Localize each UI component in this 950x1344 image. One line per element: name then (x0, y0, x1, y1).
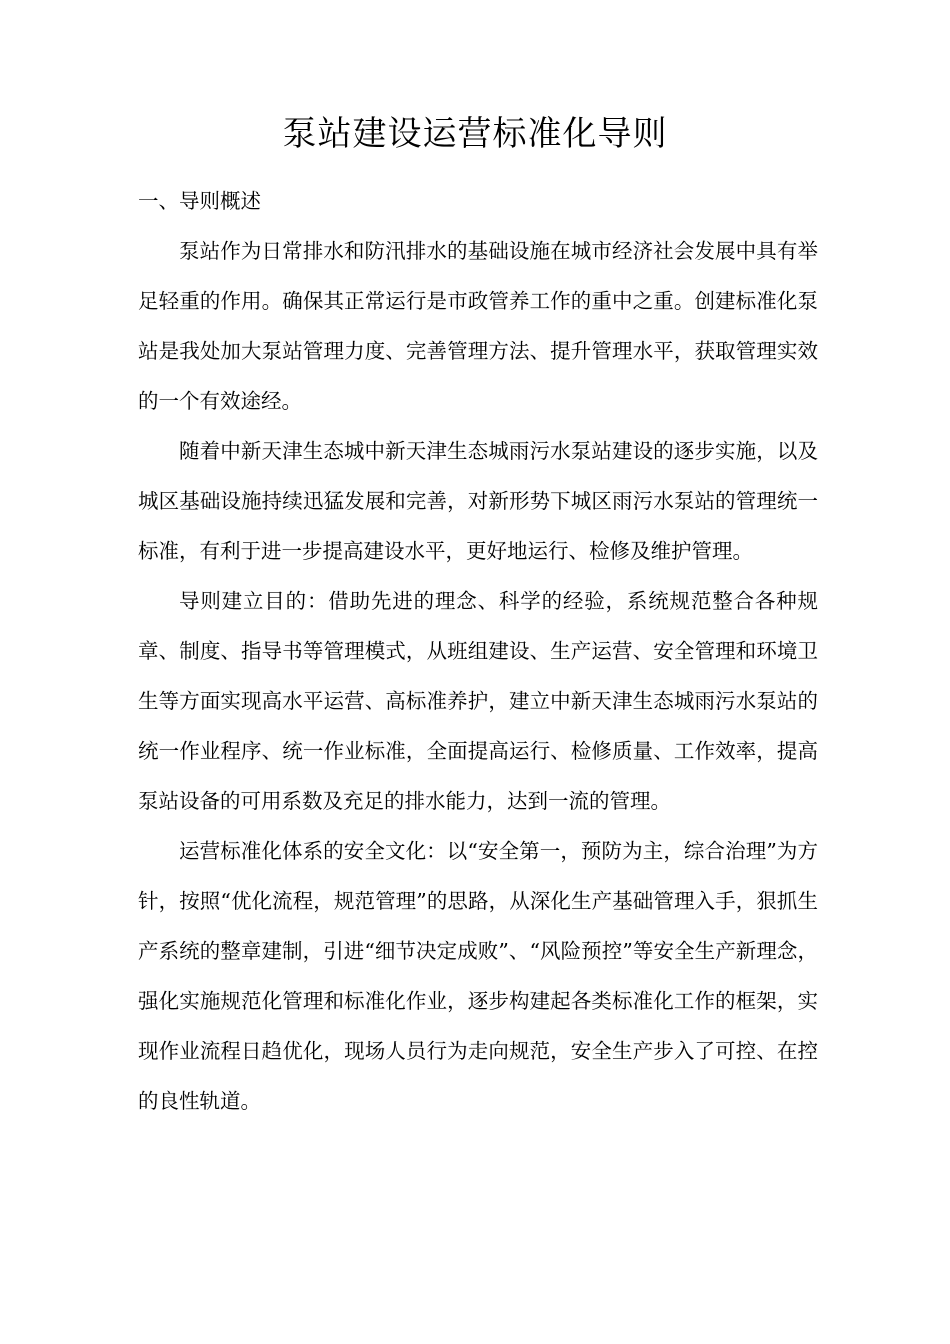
document-title: 泵站建设运营标准化导则 (282, 114, 668, 154)
paragraph-background: 随着中新天津生态城中新天津生态城雨污水泵站建设的逐步实施，以及城区基础设施持续迅猛发展和完善，对新形势下城区雨污水泵站的管理统一标准，有利于进一步提高建设水平，更好地运行、检修及维护管理。 (138, 439, 818, 563)
paragraph-intro: 泵站作为日常排水和防汛排水的基础设施在城市经济社会发展中具有举足轻重的作用。确保其正常运行是市政管养工作的重中之重。创建标准化泵站是我处加大泵站管理力度、完善管理方法、提升管理水平，获取管理实效的一个有效途经。 (138, 239, 818, 413)
section-heading: 一、导则概述 (138, 189, 261, 213)
paragraph-purpose: 导则建立目的：借助先进的理念、科学的经验，系统规范整合各种规章、制度、指导书等管理模式，从班组建设、生产运营、安全管理和环境卫生等方面实现高水平运营、高标准养护，建立中新天津生态城雨污水泵站的统一作业程序、统一作业标准，全面提高运行、检修质量、工作效率，提高泵站设备的可用系数及充足的排水能力，达到一流的管理。 (138, 589, 818, 813)
document-body (138, 176, 818, 1126)
paragraph-safety-culture: 运营标准化体系的安全文化：以“安全第一，预防为主，综合治理”为方针，按照“优化流程，规范管理”的思路，从深化生产基础管理入手，狠抓生产系统的整章建制，引进“细节决定成败”、“风险预控”等安全生产新理念，强化实施规范化管理和标准化作业，逐步构建起各类标准化工作的框架，实现作业流程日趋优化，现场人员行为走向规范，安全生产步入了可控、在控的良性轨道。 (138, 839, 818, 1113)
